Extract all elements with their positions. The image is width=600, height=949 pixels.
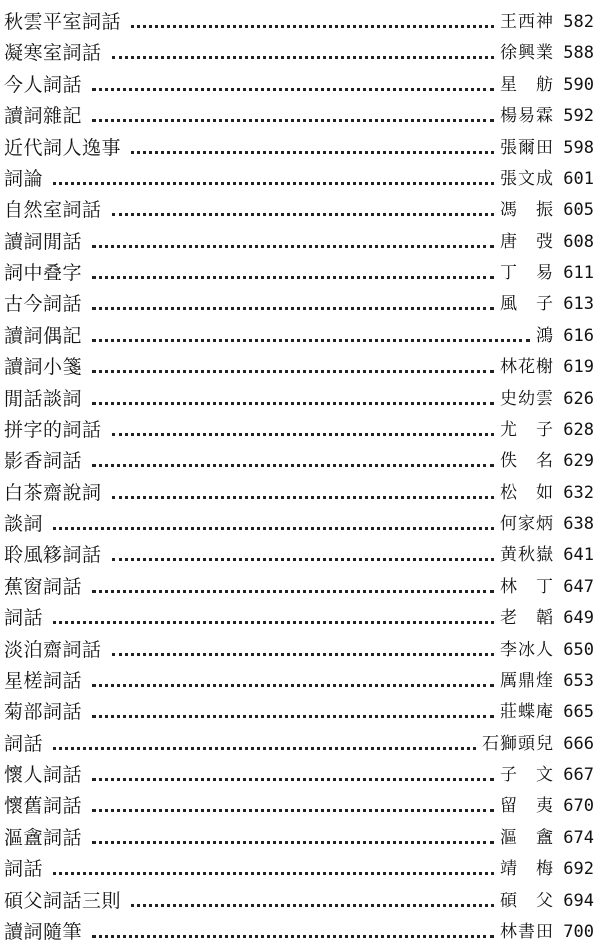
dot-leader	[112, 496, 494, 499]
entry-title: 淡泊齋詞話	[4, 638, 102, 661]
table-of-contents	[0, 8, 600, 946]
entry-title: 聆風簃詞話	[4, 544, 102, 567]
entry-page-number: 605	[563, 200, 594, 221]
entry-author: 留 夷	[500, 796, 554, 817]
toc-entry	[0, 447, 600, 475]
toc-entry	[0, 855, 600, 883]
entry-author: 李冰人	[500, 639, 554, 660]
dot-leader	[92, 402, 494, 405]
toc-entry	[0, 165, 600, 193]
dot-leader	[92, 245, 494, 248]
entry-page-number: 641	[563, 545, 594, 566]
entry-page-number: 665	[563, 702, 594, 723]
toc-entry	[0, 385, 600, 413]
entry-title: 秋雲平室詞話	[4, 11, 122, 33]
entry-title: 讀詞小箋	[4, 356, 83, 379]
toc-entry	[0, 102, 600, 130]
dot-leader	[131, 151, 494, 154]
entry-title: 星槎詞話	[4, 669, 83, 692]
dot-leader	[112, 558, 494, 561]
entry-page-number: 653	[563, 670, 594, 691]
entry-author: 靖 梅	[500, 859, 554, 880]
dot-leader	[92, 684, 494, 687]
entry-page-number: 626	[563, 388, 594, 409]
entry-page-number: 619	[563, 357, 594, 378]
dot-leader	[112, 653, 494, 656]
toc-entry	[0, 573, 600, 601]
entry-title: 詞論	[4, 167, 44, 190]
entry-page-number: 601	[563, 168, 594, 189]
entry-title: 白茶齋說詞	[4, 481, 102, 504]
entry-author: 風 子	[500, 294, 554, 315]
dot-leader	[92, 307, 494, 310]
entry-title: 自然室詞話	[4, 199, 102, 222]
entry-title: 懷人詞話	[4, 764, 83, 786]
entry-title: 懷舊詞話	[4, 795, 83, 818]
entry-title: 詞中叠字	[4, 262, 83, 284]
toc-entry	[0, 730, 600, 758]
entry-page-number: 647	[563, 576, 594, 597]
entry-title: 漚盦詞話	[4, 826, 83, 849]
toc-entry	[0, 290, 600, 318]
entry-author: 唐 弢	[500, 231, 554, 252]
entry-page-number: 598	[563, 137, 594, 158]
entry-author: 石獅頭兒	[482, 733, 554, 754]
toc-entry	[0, 416, 600, 444]
toc-entry	[0, 698, 600, 726]
dot-leader	[92, 88, 494, 91]
toc-entry	[0, 71, 600, 99]
entry-page-number: 616	[563, 325, 594, 346]
entry-page-number: 628	[563, 419, 594, 440]
entry-page-number: 667	[563, 765, 594, 785]
entry-page-number: 582	[563, 12, 594, 32]
dot-leader	[112, 56, 494, 59]
entry-author: 漚 盦	[500, 827, 554, 848]
entry-author: 林書田	[500, 921, 554, 942]
dot-leader	[112, 213, 494, 216]
dot-leader	[53, 182, 494, 185]
entry-author: 馮 振	[500, 200, 554, 221]
entry-page-number: 649	[563, 608, 594, 629]
dot-leader	[53, 621, 494, 624]
dot-leader	[92, 935, 494, 938]
dot-leader	[131, 904, 494, 907]
toc-entry	[0, 196, 600, 224]
toc-entry	[0, 259, 600, 287]
entry-title: 詞話	[4, 858, 44, 881]
dot-leader	[53, 747, 476, 750]
entry-author: 林 丁	[500, 576, 554, 597]
dot-leader	[92, 778, 494, 781]
entry-page-number: 608	[563, 231, 594, 252]
entry-page-number: 611	[563, 263, 594, 283]
entry-page-number: 700	[563, 921, 594, 942]
toc-entry	[0, 761, 600, 789]
entry-author: 張文成	[500, 168, 554, 189]
entry-author: 史幼雲	[500, 388, 554, 409]
toc-entry	[0, 39, 600, 67]
toc-entry	[0, 228, 600, 256]
entry-title: 閒話談詞	[4, 387, 83, 410]
entry-title: 讀詞雜記	[4, 105, 83, 128]
dot-leader	[53, 527, 494, 530]
entry-title: 讀詞偶記	[4, 324, 83, 347]
toc-entry	[0, 792, 600, 820]
entry-author: 丁 易	[500, 263, 554, 283]
entry-page-number: 666	[563, 733, 594, 754]
entry-title: 談詞	[4, 513, 44, 535]
toc-entry	[0, 667, 600, 695]
entry-author: 何家炳	[500, 514, 554, 534]
entry-author: 張爾田	[500, 137, 554, 158]
entry-author: 林花榭	[500, 357, 554, 378]
toc-entry	[0, 322, 600, 350]
entry-author: 佚 名	[500, 451, 554, 472]
dot-leader	[92, 464, 494, 467]
dot-leader	[92, 590, 494, 593]
toc-entry	[0, 824, 600, 852]
entry-page-number: 674	[563, 827, 594, 848]
entry-title: 讀詞隨筆	[4, 920, 83, 943]
entry-page-number: 592	[563, 106, 594, 127]
toc-entry	[0, 510, 600, 538]
entry-author: 王西神	[500, 12, 554, 32]
entry-author: 徐興業	[500, 43, 554, 64]
entry-page-number: 590	[563, 74, 594, 95]
entry-author: 尤 子	[500, 419, 554, 440]
entry-title: 拼字的詞話	[4, 418, 102, 441]
entry-author: 厲鼎煃	[500, 670, 554, 691]
dot-leader	[112, 433, 494, 436]
entry-author: 楊易霖	[500, 106, 554, 127]
entry-author: 莊蝶庵	[500, 702, 554, 723]
entry-page-number: 629	[563, 451, 594, 472]
dot-leader	[92, 715, 494, 718]
entry-title: 今人詞話	[4, 73, 83, 96]
dot-leader	[92, 339, 530, 342]
dot-leader	[92, 370, 494, 373]
entry-page-number: 638	[563, 514, 594, 534]
entry-author: 鴻	[536, 325, 554, 346]
entry-page-number: 650	[563, 639, 594, 660]
toc-entry	[0, 8, 600, 36]
entry-title: 蕉窗詞話	[4, 575, 83, 598]
entry-page-number: 613	[563, 294, 594, 315]
toc-entry	[0, 479, 600, 507]
entry-author: 松 如	[500, 482, 554, 503]
toc-entry	[0, 636, 600, 664]
toc-entry	[0, 134, 600, 162]
dot-leader	[131, 25, 494, 28]
entry-author: 碩 父	[500, 890, 554, 911]
toc-entry	[0, 541, 600, 569]
dot-leader	[92, 841, 494, 844]
entry-title: 古今詞話	[4, 293, 83, 316]
entry-title: 碩父詞話三則	[4, 889, 122, 912]
dot-leader	[92, 276, 494, 279]
dot-leader	[53, 872, 494, 875]
entry-page-number: 670	[563, 796, 594, 817]
entry-title: 詞話	[4, 732, 44, 755]
dot-leader	[92, 809, 494, 812]
entry-title: 讀詞閒話	[4, 230, 83, 253]
entry-title: 菊部詞話	[4, 701, 83, 724]
toc-entry	[0, 918, 600, 946]
toc-entry	[0, 353, 600, 381]
entry-page-number: 694	[563, 890, 594, 911]
entry-title: 影香詞話	[4, 450, 83, 473]
entry-title: 凝寒室詞話	[4, 42, 102, 65]
entry-author: 黄秋嶽	[500, 545, 554, 566]
dot-leader	[92, 119, 494, 122]
entry-page-number: 588	[563, 43, 594, 64]
entry-page-number: 692	[563, 859, 594, 880]
entry-author: 星 舫	[500, 74, 554, 95]
toc-entry	[0, 604, 600, 632]
entry-title: 近代詞人逸事	[4, 136, 122, 159]
entry-author: 子 文	[500, 765, 554, 785]
toc-entry	[0, 887, 600, 915]
entry-title: 詞話	[4, 607, 44, 630]
entry-page-number: 632	[563, 482, 594, 503]
entry-author: 老 韜	[500, 608, 554, 629]
